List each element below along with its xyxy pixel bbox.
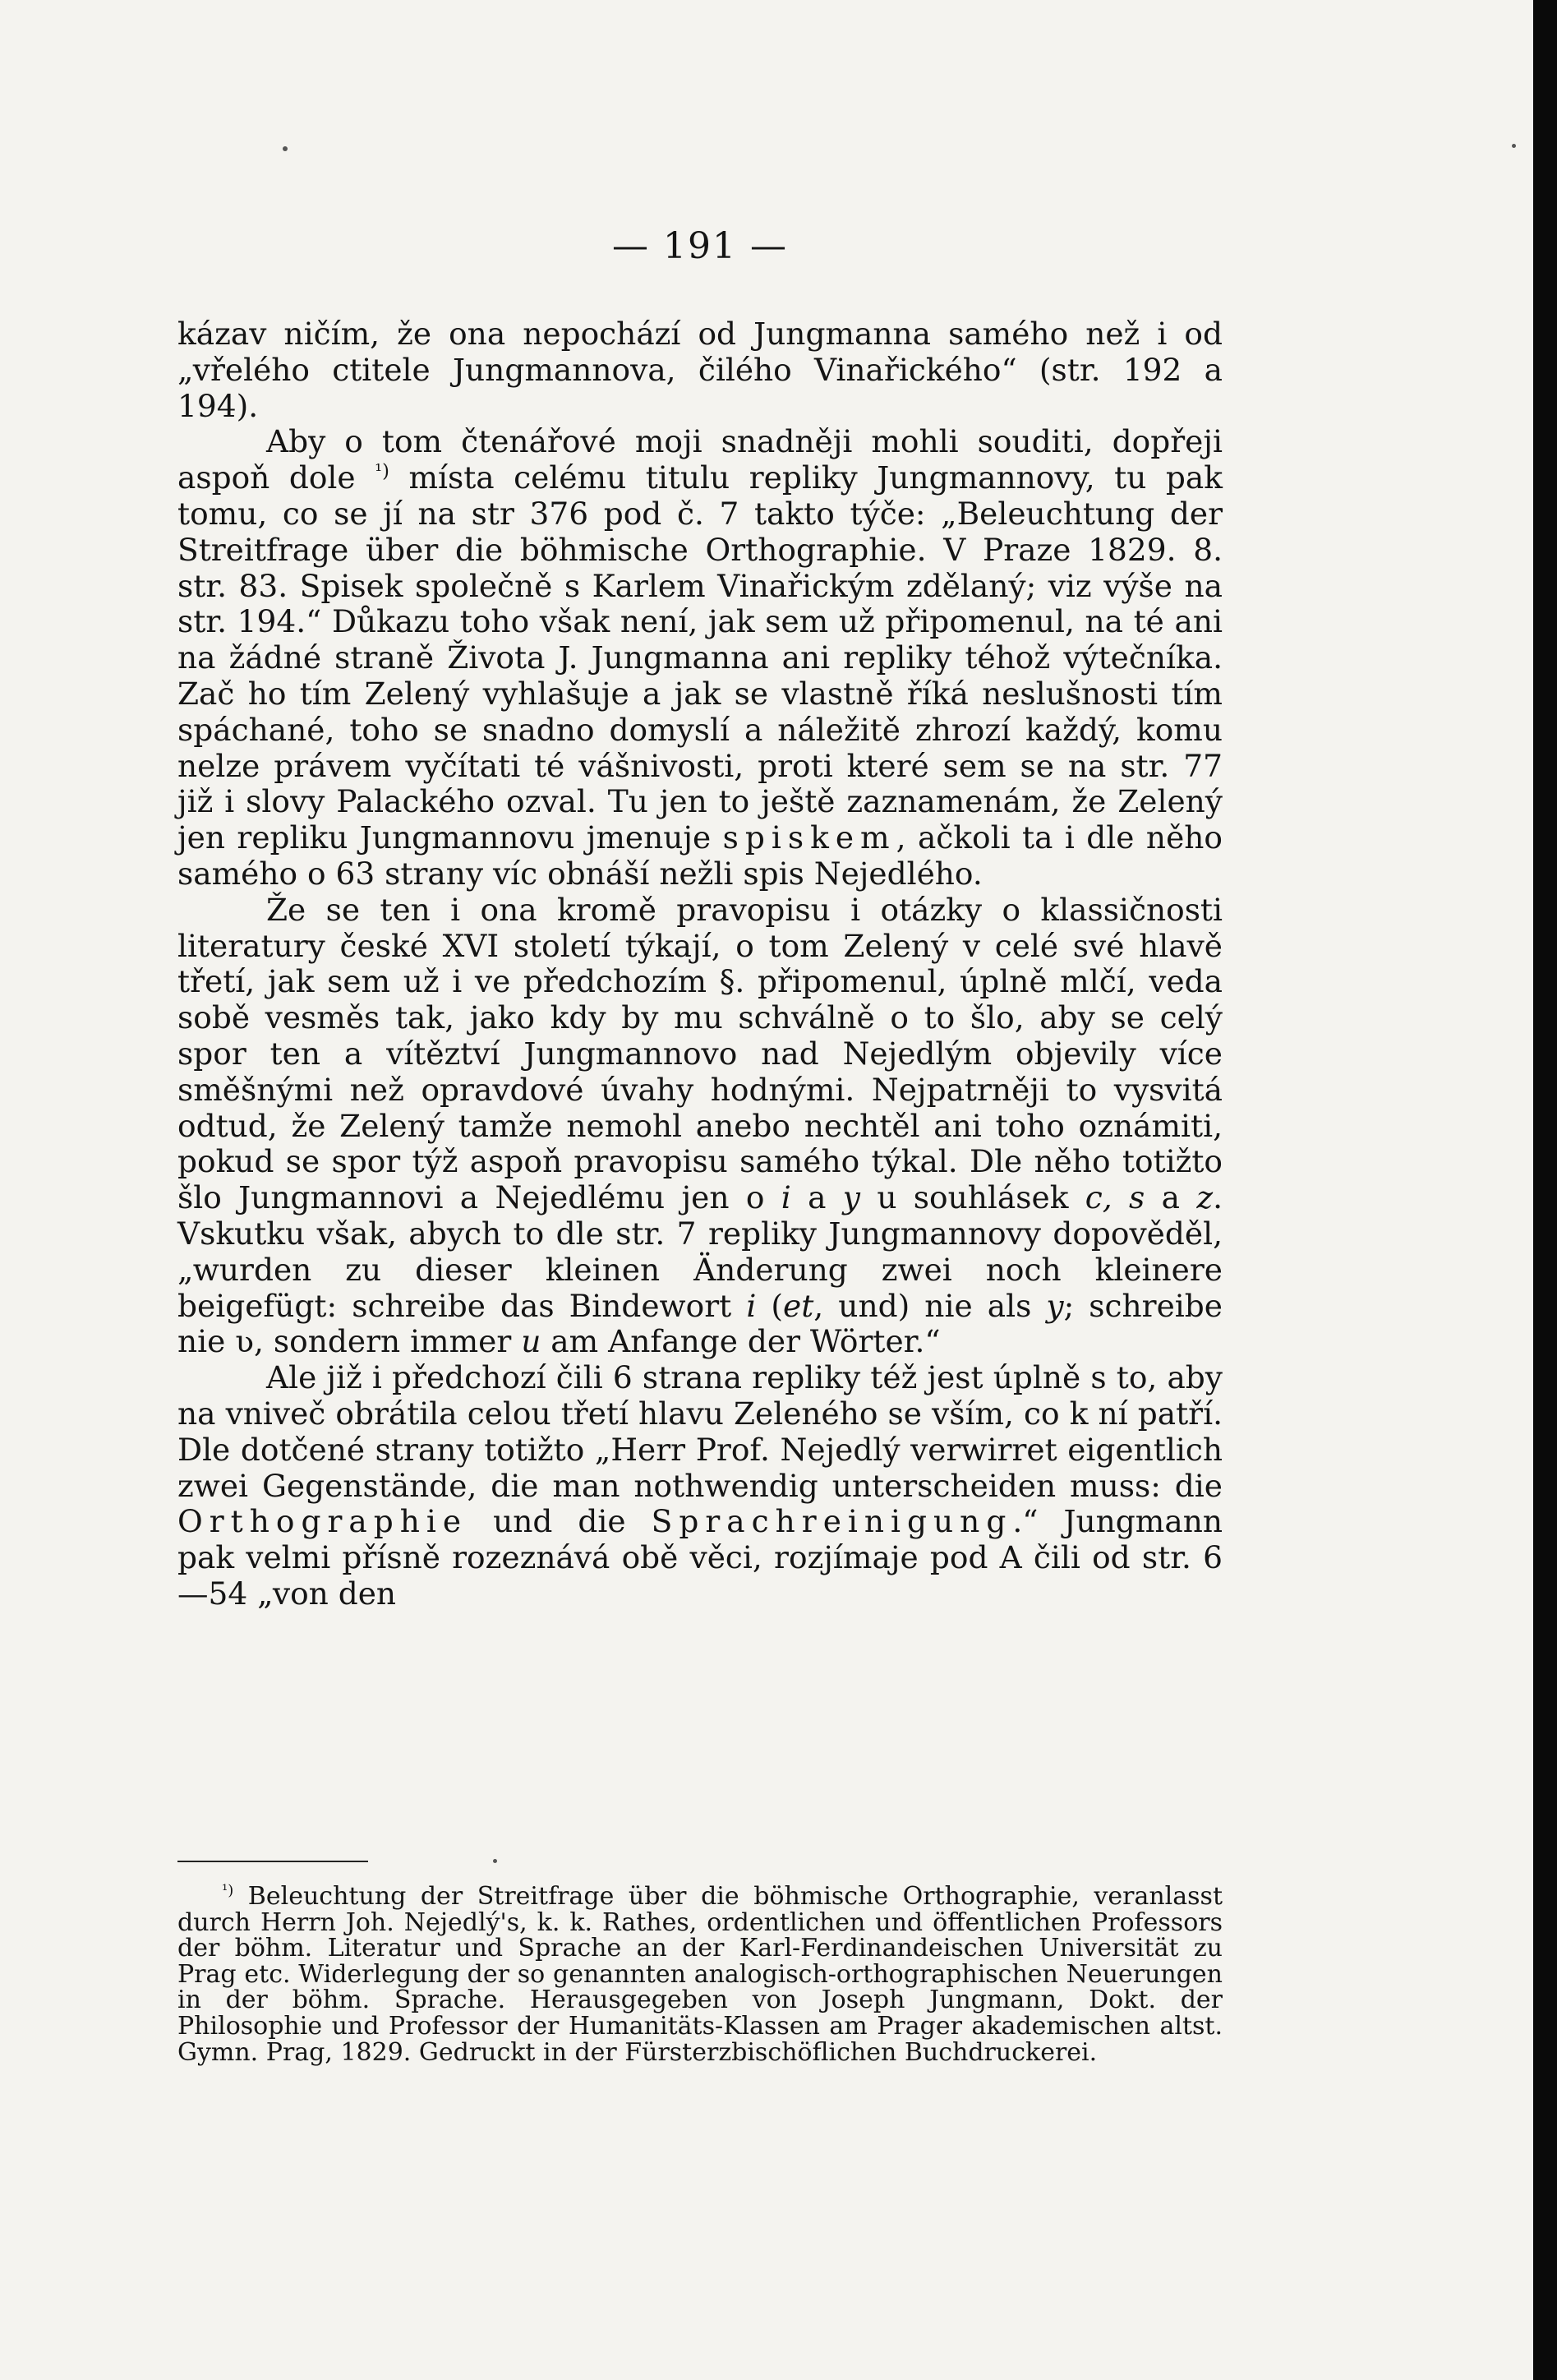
text-run: kázav ničím, že ona nepochází od Jungmanna samého než i od „vřelého ctitele Jungmannova, čilého Vinařického“ (str. 192 a 194). [177,316,1223,424]
paper-speck [1512,144,1516,148]
italic-text: z [1196,1179,1214,1216]
body-text [177,316,1223,1612]
italic-text: u [521,1323,541,1360]
italic-text: i [746,1287,757,1324]
text-run: a [790,1179,843,1216]
text-run: Beleuchtung der Streitfrage über die böhmische Orthographie, veranlasst durch Herrn Joh. Nejedlý's, k. k. Rathes, ordentlichen und öffentlichen Professors der böhm. Literatur und Sprache an der Karl-Ferdinandeischen Universität zu Prag etc. Widerlegung der so genannten analogisch-orthographischen Neuerungen in der böhm. Sprache. Herausgegeben von Joseph Jungmann, Dokt. der Philosophie und Professor der Humanitäts-Klassen am Prager akademischen altst. Gymn. Prag, 1829. Gedruckt in der Fürsterzbischöflichen Buchdruckerei. [177,1882,1223,2067]
text-run: ( [756,1287,784,1324]
italic-text: c, s [1085,1179,1145,1216]
footnote-marker: ¹) [222,1882,234,1899]
text-run: ; schreibe nie ʋ, sondern immer [177,1287,1223,1360]
text-run: .“ Jungmann pak velmi přísně rozeznává obě věci, rozjímaje pod A čili od str. 6—54 „von den [177,1503,1223,1612]
spaced-emphasis: Orthographie [177,1503,468,1540]
text-run: am Anfange der Wörter.“ [541,1323,941,1360]
text-run: , ačkoli ta i dle něho samého o 63 strany víc obnáší nežli spis Nejedlého. [177,819,1223,892]
spaced-emphasis: spiskem [722,819,896,856]
footnote-rule [177,1861,368,1862]
footnote [177,1884,1223,2065]
paper-speck [283,146,288,151]
italic-text: et [783,1287,814,1324]
text-run: Aby o tom čtenářové moji snadněji mohli souditi, dopřeji aspoň dole [177,423,1223,496]
paragraph [177,316,1223,424]
scan-edge [1533,0,1557,2380]
text-run: u souhlásek [859,1179,1085,1216]
paper-speck [493,1859,497,1863]
text-run: Že se ten i ona kromě pravopisu i otázky o klassičnosti literatury české XVI století týkají, o tom Zelený v celé své hlavě třetí, jak sem už i ve předchozím §. připomenul, úplně mlčí, veda sobě vesměs tak, jako kdy by mu schválně o to šlo, aby se celý spor ten a vítěztví Jungmannovo nad Nejedlým objevily více směšnými než opravdové úvahy hodnými. Nejpatrněji to vysvitá odtud, že Zelený tamže nemohl anebo nechtěl ani toho oznámiti, pokud se spor týž aspoň pravopisu samého týkal. Dle něho totižto šlo Jungmannovi a Nejedlému jen o [177,891,1223,1216]
page-number: — 191 — [612,225,788,267]
footnote-text [177,1884,1223,2065]
italic-text: i [781,1179,791,1216]
spaced-emphasis: Sprachreinigung [651,1503,1013,1540]
paragraph [177,424,1223,892]
text-run: a [1145,1179,1197,1216]
footnote-marker: ¹) [375,460,389,482]
italic-text: y [842,1179,860,1216]
text-run: . Vskutku však, abych to dle str. 7 repliky Jungmannovy dopověděl, „wurden zu dieser kleinen Änderung zwei noch kleinere beigefügt: schreibe das Bindewort [177,1179,1223,1324]
text-run: , und) nie als [813,1287,1047,1324]
text-run: Ale již i předchozí čili 6 strana repliky též jest úplně s to, aby na vniveč obrátila celou třetí hlavu Zeleného se vším, co k ní patří. Dle dotčené strany totižto „Herr Prof. Nejedlý verwirret eigentlich zwei Gegenstände, die man nothwendig unterscheiden muss: die [177,1359,1223,1504]
text-run: místa celému titulu repliky Jungmannovy, tu pak tomu, co se jí na str 376 pod č. 7 takto týče: „Beleuchtung der Streitfrage über die böhmische Orthographie. V Praze 1829. 8. str. 83. Spisek společně s Karlem Vinařickým zdělaný; viz výše na str. 194.“ Důkazu toho však není, jak sem už připomenul, na té ani na žádné straně Života J. Jungmanna ani repliky téhož výtečníka. Zač ho tím Zelený vyhlašuje a jak se vlastně říká neslušnosti tím spáchané, toho se snadno domyslí a náležitě zhrozí každý, komu nelze právem vyčítati té vášnivosti, proti které sem se na str. 77 již i slovy Palackého ozval. Tu jen to ještě zaznamenám, že Zelený jen repliku Jungmannovu jmenuje [177,459,1223,856]
italic-text: y [1046,1287,1064,1324]
text-run: und die [468,1503,652,1540]
paragraph [177,1360,1223,1612]
paragraph [177,892,1223,1360]
